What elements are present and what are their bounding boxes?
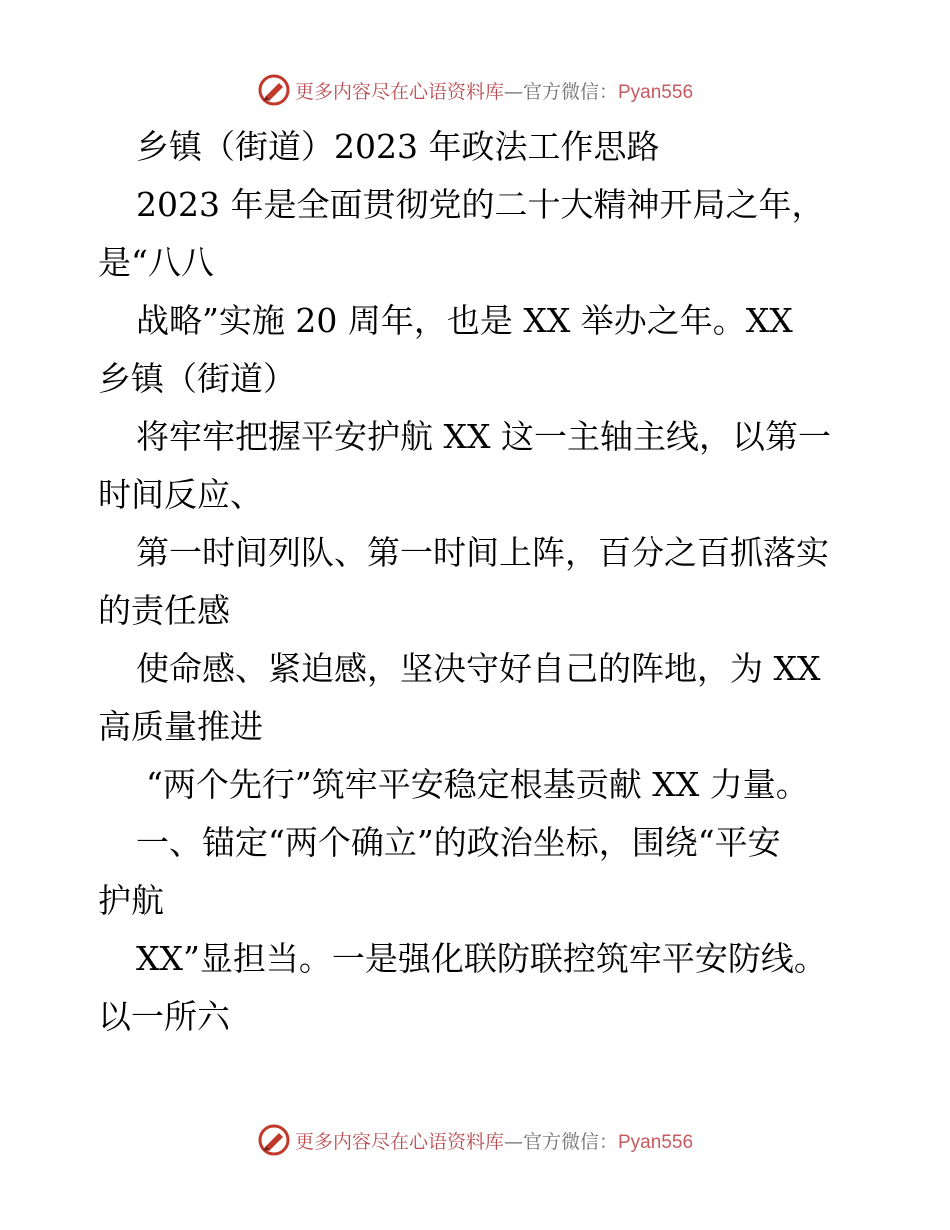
footer-banner xyxy=(0,1120,950,1160)
doc-line: 乡镇（街道） xyxy=(98,359,296,398)
banner-text-wrap xyxy=(295,1127,693,1154)
pen-logo-icon xyxy=(257,1123,291,1157)
banner-wechat-label: 官方微信： xyxy=(522,80,618,103)
doc-line: XX”显担当。一是强化联防联控筑牢平安防线。 xyxy=(136,939,827,978)
banner-separator: — xyxy=(503,1130,523,1153)
doc-line: 是“八八 xyxy=(98,243,214,282)
banner-text: 更多内容尽在心语资料库 xyxy=(294,80,504,103)
doc-line: 将牢牢把握平安护航 XX 这一主轴主线，以第一 xyxy=(136,417,831,456)
banner-wechat-label: 官方微信： xyxy=(522,1130,618,1153)
banner-text: 更多内容尽在心语资料库 xyxy=(294,1130,504,1153)
doc-line: 使命感、紧迫感，坚决守好自己的阵地，为 XX xyxy=(136,649,821,688)
doc-line: 以一所六 xyxy=(98,997,230,1036)
doc-line: 的责任感 xyxy=(98,591,230,630)
doc-line: 一、锚定“两个确立”的政治坐标，围绕“平安 xyxy=(136,823,781,862)
doc-title: 乡镇（街道）2023 年政法工作思路 xyxy=(136,127,660,166)
doc-line: 第一时间列队、第一时间上阵，百分之百抓落实 xyxy=(136,533,829,572)
doc-line: 2023 年是全面贯彻党的二十大精神开局之年， xyxy=(136,185,825,224)
banner-wechat-id: Pyan556 xyxy=(618,1131,694,1153)
banner-text-wrap xyxy=(295,77,693,104)
pen-logo-icon xyxy=(257,73,291,107)
banner-separator: — xyxy=(503,80,523,103)
doc-line: “两个先行”筑牢平安稳定根基贡献 XX 力量。 xyxy=(146,765,809,804)
doc-line: 护航 xyxy=(98,881,164,920)
doc-line: 高质量推进 xyxy=(98,707,263,746)
banner-wechat-id: Pyan556 xyxy=(618,81,694,103)
header-banner xyxy=(0,70,950,110)
doc-line: 时间反应、 xyxy=(98,475,263,514)
doc-line: 战略”实施 20 周年，也是 XX 举办之年。XX xyxy=(136,301,793,340)
